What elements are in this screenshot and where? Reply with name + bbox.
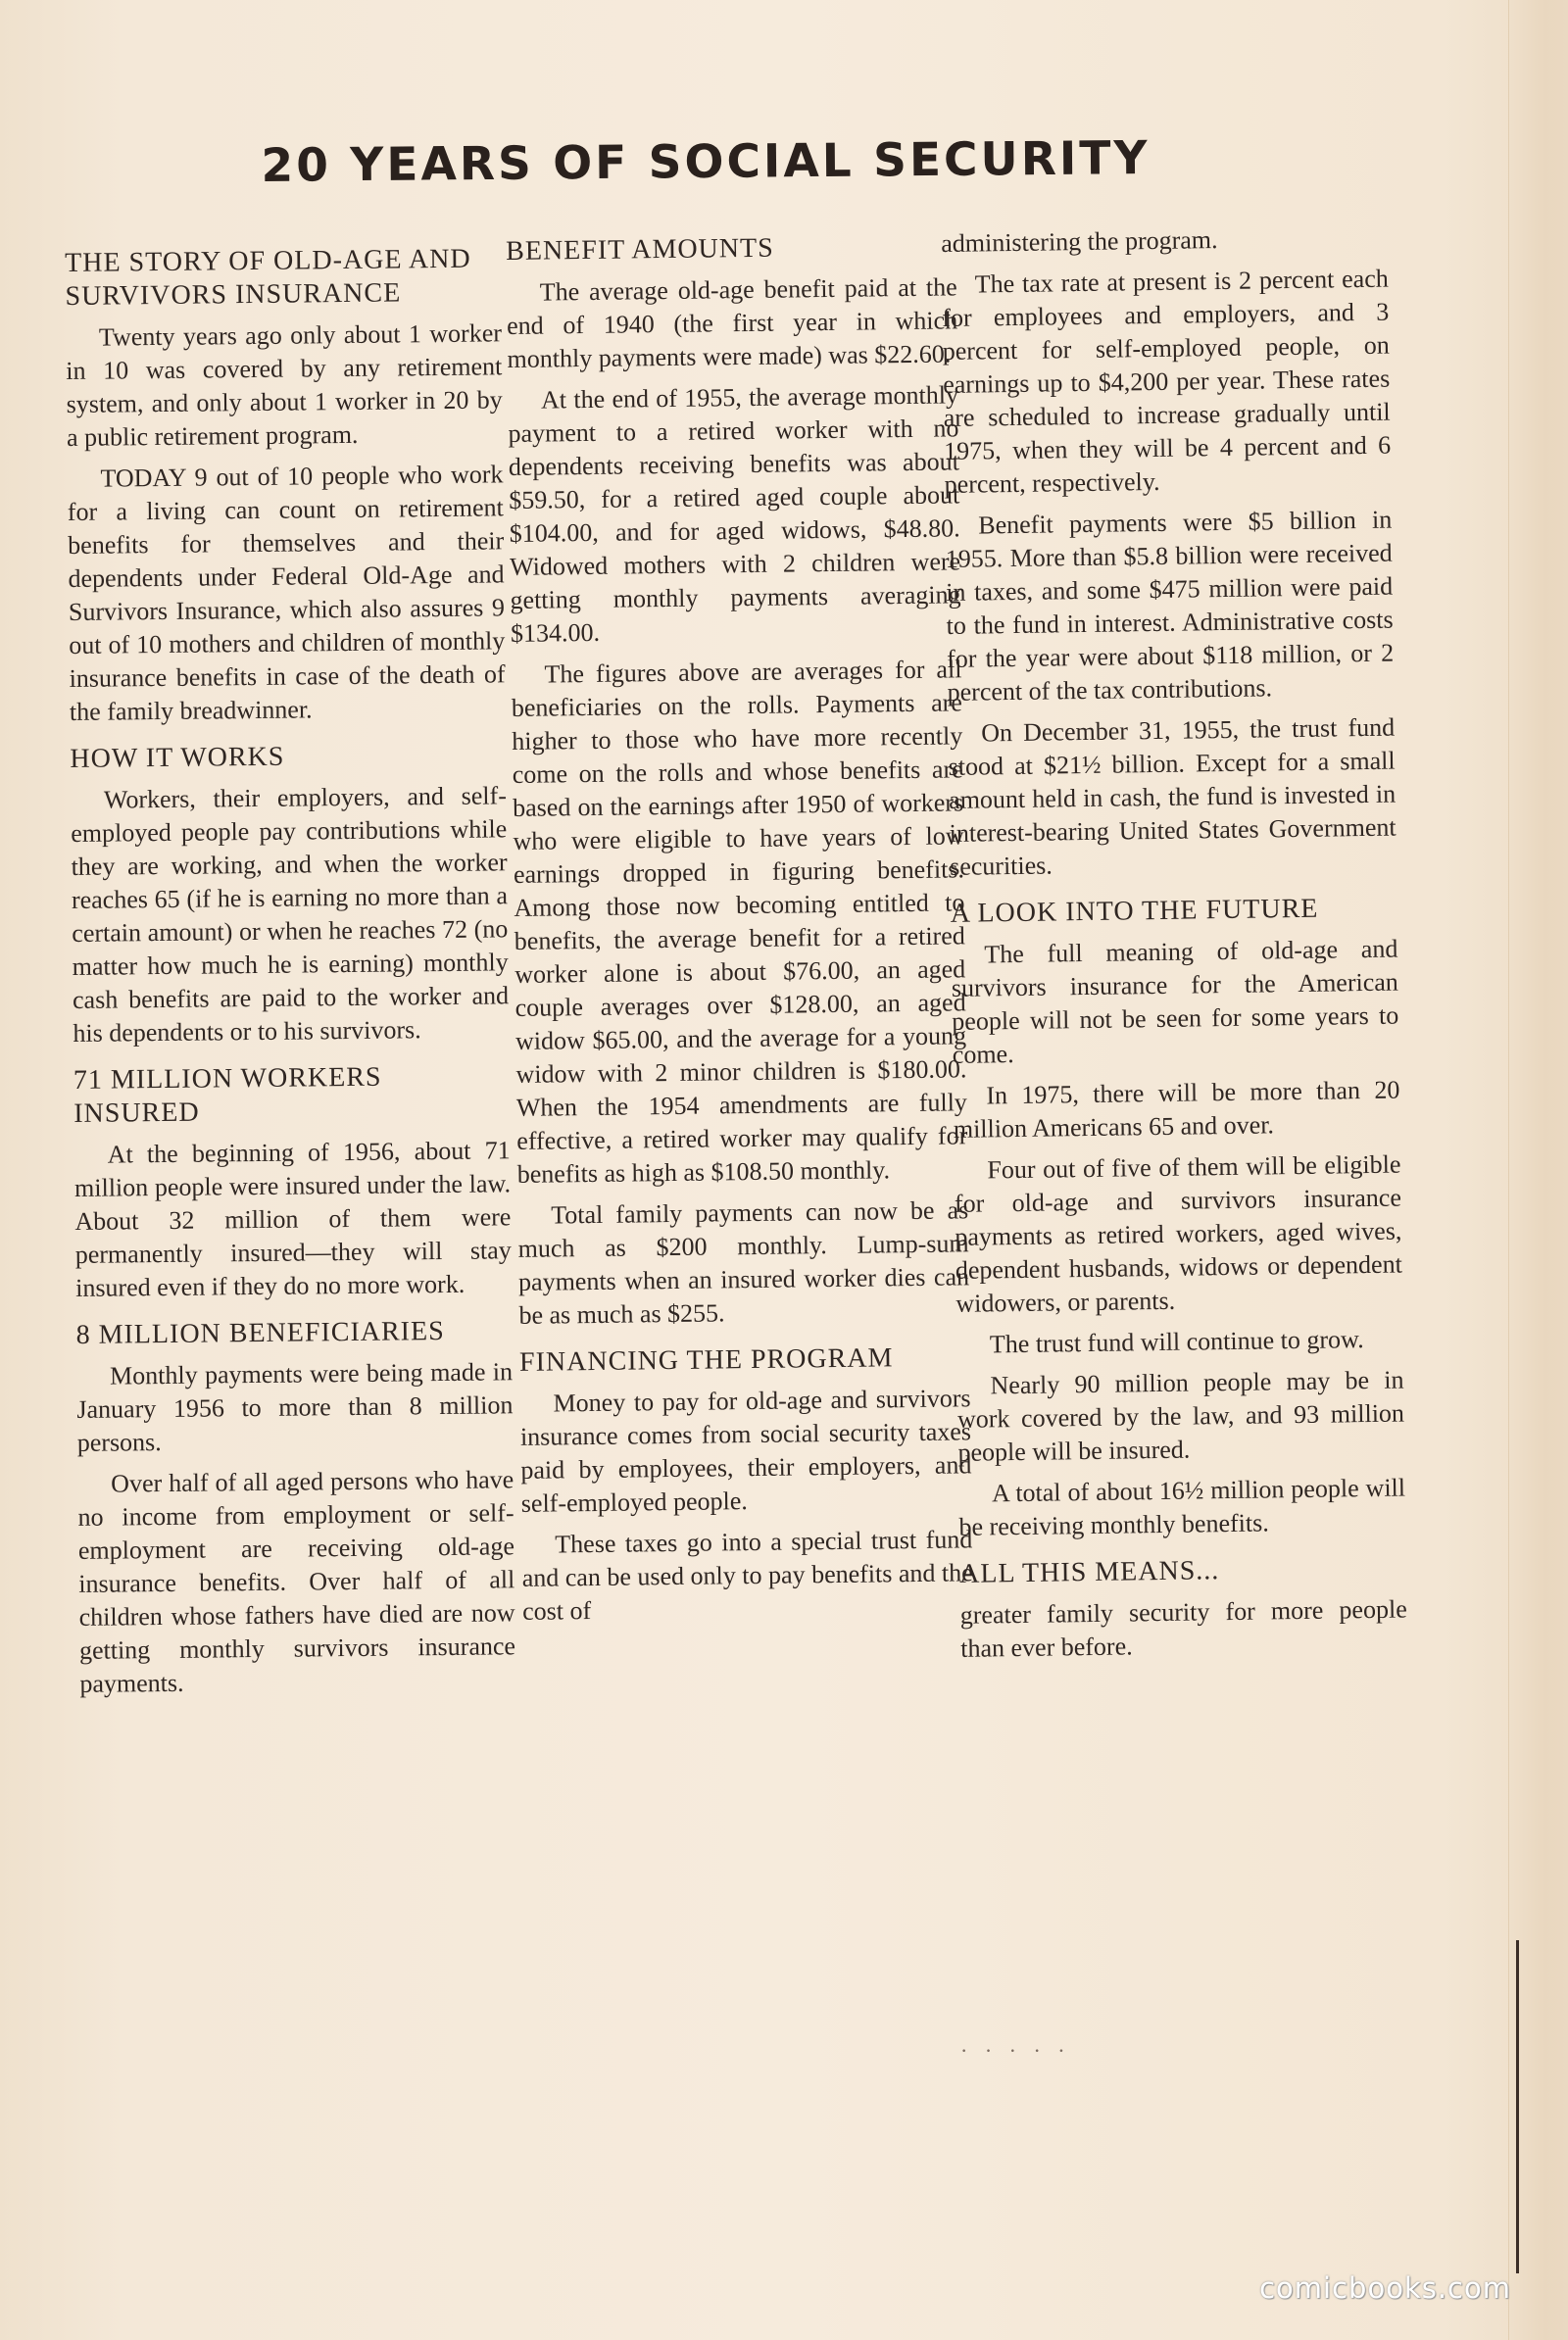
- column-1: [65, 242, 516, 1709]
- heading-all-this-means: ALL THIS MEANS...: [958, 1555, 1220, 1589]
- paragraph: administering the program.: [941, 225, 1218, 258]
- column-3: [941, 221, 1408, 1674]
- heading-look-into-future: A LOOK INTO THE FUTURE: [950, 893, 1319, 929]
- column-2: [506, 229, 973, 1636]
- paragraph: Money to pay for old-age and survivors insurance comes from social security taxes paid by employees, their employers, and self-employed people.: [519, 1384, 972, 1518]
- paragraph: A total of about 16½ million people will be receiving monthly benefits.: [958, 1473, 1406, 1541]
- page-title: 20 YEARS OF SOCIAL SECURITY: [261, 131, 1151, 193]
- paragraph: On December 31, 1955, the trust fund stood at $21½ billion. Except for a small amount held in cash, the fund is invested in interest-bearing United States Government securities.: [948, 712, 1396, 881]
- watermark: comicbooks.com: [1259, 2271, 1511, 2305]
- paragraph: The trust fund will continue to grow.: [989, 1325, 1364, 1359]
- paragraph: Total family payments can now be as much as $200 monthly. Lump-sum payments when an insured worker dies can be as much as $255.: [517, 1195, 970, 1330]
- heading-financing: FINANCING THE PROGRAM: [518, 1342, 894, 1378]
- paragraph: These taxes go into a special trust fund and can be used only to pay benefits and the cost of: [521, 1525, 973, 1626]
- paragraph: Nearly 90 million people may be in work covered by the law, and 93 million people will be insured.: [956, 1365, 1405, 1467]
- heading-8-million: 8 MILLION BENEFICIARIES: [75, 1316, 445, 1350]
- paragraph: Over half of all aged persons who have no income from employment or self-employment are receiving old-age insurance benefits. Over half of all children whose fathers have died are now getting monthly survivors insurance payments.: [77, 1465, 516, 1698]
- paragraph: At the end of 1955, the average monthly payment to a retired worker with no dependents receiving benefits was about $59.50, for a retired aged couple about $104.00, and for aged widows, $48.80. Widowed mothers with 2 children were getting monthly payments averaging $134.00.: [508, 380, 961, 648]
- paragraph: In 1975, there will be more than 20 million Americans 65 and over.: [953, 1075, 1400, 1144]
- heading-71-million: 71 MILLION WORKERS INSURED: [73, 1061, 382, 1129]
- paragraph: The average old-age benefit paid at the end of 1940 (the first year in which monthly payments were made) was $22.60.: [506, 272, 958, 373]
- paragraph: At the beginning of 1956, about 71 million people were insured under the law. About 32 million of them were permanently insured—they will stay insured even if they do no more work.: [74, 1136, 512, 1302]
- paragraph: Workers, their employers, and self-employed people pay contributions while they are working, and when the worker reaches 65 (if he is earning no more than a certain amount) or when he reaches 72 (no matter how much he is earning) monthly cash benefits are paid to the worker and his dependents or to his survivors.: [71, 781, 510, 1048]
- heading-story: THE STORY OF OLD-AGE AND SURVIVORS INSURANCE: [65, 243, 471, 312]
- paragraph: The full meaning of old-age and survivors insurance for the American people will not be seen for some years to come.: [951, 934, 1399, 1069]
- paragraph: The tax rate at present is 2 percent each for employees and employers, and 3 percent for self-employed people, on earnings up to $4,200 per year. These rates are scheduled to increase gradually until 1975, when they will be 4 percent and 6 percent, respectively.: [942, 264, 1392, 499]
- heading-benefit-amounts: BENEFIT AMOUNTS: [506, 232, 774, 267]
- paragraph: TODAY 9 out of 10 people who work for a living can count on retirement benefits for themselves and their dependents under Federal Old-Age and Survivors Insurance, which also assures 9 out of 10 mothers and children of monthly insurance benefits in case of the death of the family breadwinner.: [67, 460, 506, 726]
- edge-mark: [1516, 1940, 1519, 2273]
- paragraph: Monthly payments were being made in January 1956 to more than 8 million persons.: [76, 1357, 514, 1457]
- paragraph: Benefit payments were $5 billion in 1955. More than $5.8 billion were received in taxes, and some $475 million were paid to the fund in interest. Administrative costs for the year were about $118 million, or 2 percent of the tax contributions.: [945, 505, 1395, 707]
- paragraph: greater family security for more people than ever before.: [959, 1594, 1407, 1663]
- paragraph: The figures above are averages for all beneficiaries on the rolls. Payments are higher to those who have more recently come on the rolls and whose benefits are based on the earnings after 1950 of workers who were eligible to have years of low earnings dropped in figuring benefits. Among those now becoming entitled to benefits, the average benefit for a retired worker alone is about $76.00, an aged couple averages over $128.00, an aged widow $65.00, and the average for a young widow with 2 minor children is $180.00. When the 1954 amendments are fully effective, a retired worker may qualify for benefits as high as $108.50 monthly.: [511, 655, 968, 1189]
- print-specks: · · · · ·: [960, 2038, 1071, 2063]
- heading-how-it-works: HOW IT WORKS: [70, 741, 285, 774]
- paragraph: Twenty years ago only about 1 worker in 10 was covered by any retirement system, and only about 1 worker in 20 by a public retirement program.: [66, 318, 503, 452]
- paragraph: Four out of five of them will be eligible for old-age and survivors insurance payments as retired workers, aged wives, dependent husbands, widows or dependent widowers, or parents.: [954, 1149, 1403, 1318]
